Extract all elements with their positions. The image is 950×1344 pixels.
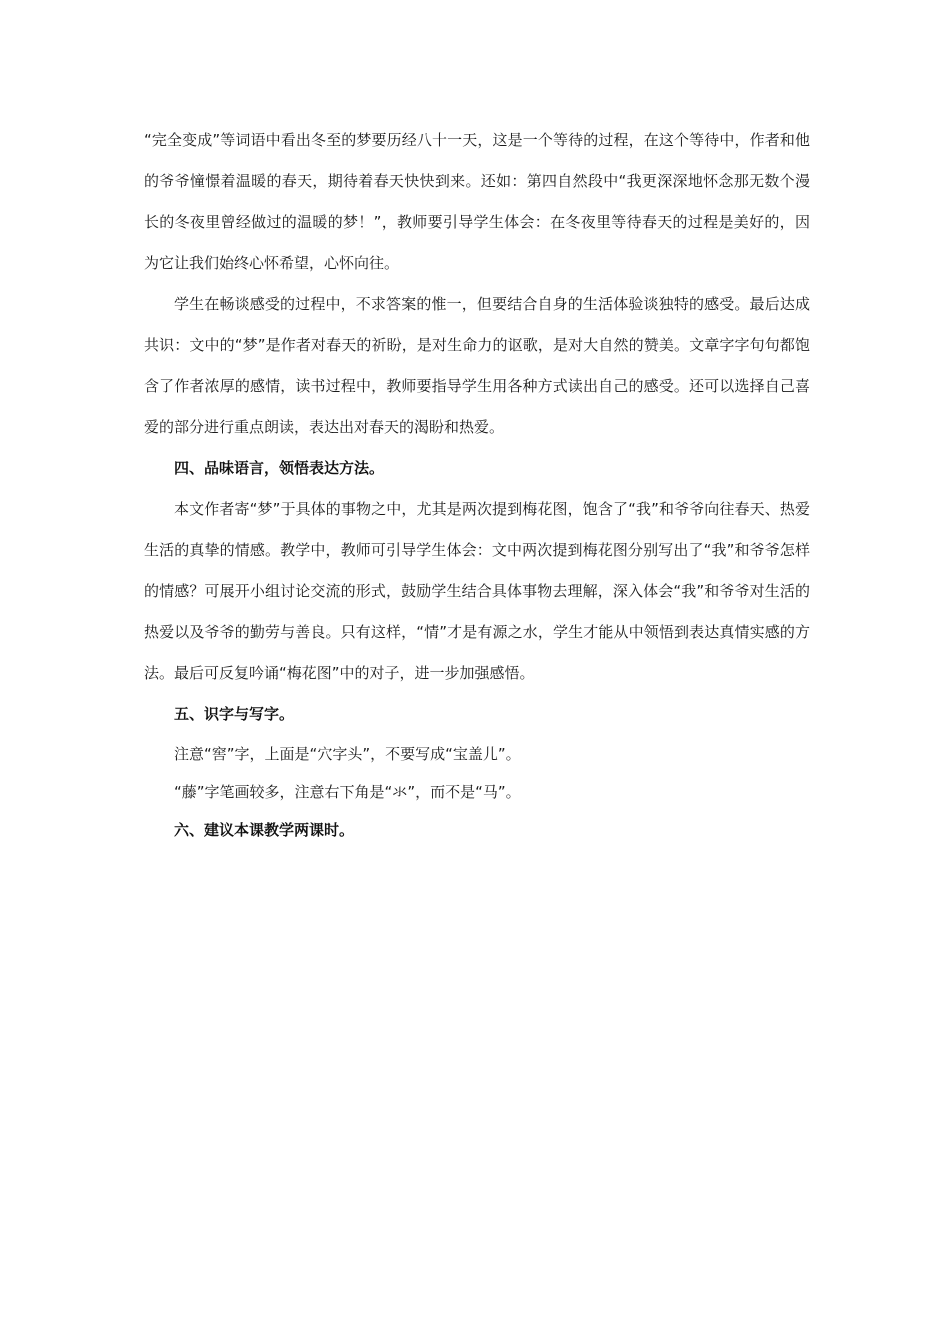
section-heading-six: 六、建议本课教学两课时。: [174, 821, 355, 839]
paragraph-student-feelings: 学生在畅谈感受的过程中，不求答案的惟一，但要结合自身的生活体验谈独特的感受。最后达成共识：文中的“梦”是作者对春天的祈盼，是对生命力的讴歌，是对大自然的赞美。文章字字句句都饱含了作者浓厚的感情，读书过程中，教师要指导学生用各种方式读出自己的感受。还可以选择自己喜爱的部分进行重点朗读，表达出对春天的渴盼和热爱。: [144, 295, 810, 436]
paragraph-plum-blossom: 本文作者寄“梦”于具体的事物之中，尤其是两次提到梅花图，饱含了“我”和爷爷向往春天、热爱生活的真挚的情感。教学中，教师可引导学生体会：文中两次提到梅花图分别写出了“我”和爷爷怎样的情感？可展开小组讨论交流的形式，鼓励学生结合具体事物去理解，深入体会“我”和爷爷对生活的热爱以及爷爷的勤劳与善良。只有这样，“情”才是有源之水，学生才能从中领悟到表达真情实感的方法。最后可反复吟诵“梅花图”中的对子，进一步加强感悟。: [144, 500, 810, 682]
section-heading-five: 五、识字与写字。: [174, 705, 295, 723]
paragraph-winter-dream: “完全变成”等词语中看出冬至的梦要历经八十一天，这是一个等待的过程，在这个等待中，作者和他的爷爷憧憬着温暖的春天，期待着春天快快到来。还如：第四自然段中“我更深深地怀念那无数个漫长的冬夜里曾经做过的温暖的梦！”，教师要引导学生体会：在冬夜里等待春天的过程是美好的，因为它让我们始终心怀希望，心怀向往。: [144, 131, 810, 272]
section-heading-four: 四、品味语言，领悟表达方法。: [174, 459, 385, 477]
paragraph-character-teng: “藤”字笔画较多，注意右下角是“氺”，而不是“马”。: [174, 783, 521, 801]
paragraph-character-jiao: 注意“窖”字，上面是“穴字头”，不要写成“宝盖儿”。: [174, 745, 521, 763]
document-body: [144, 120, 810, 849]
